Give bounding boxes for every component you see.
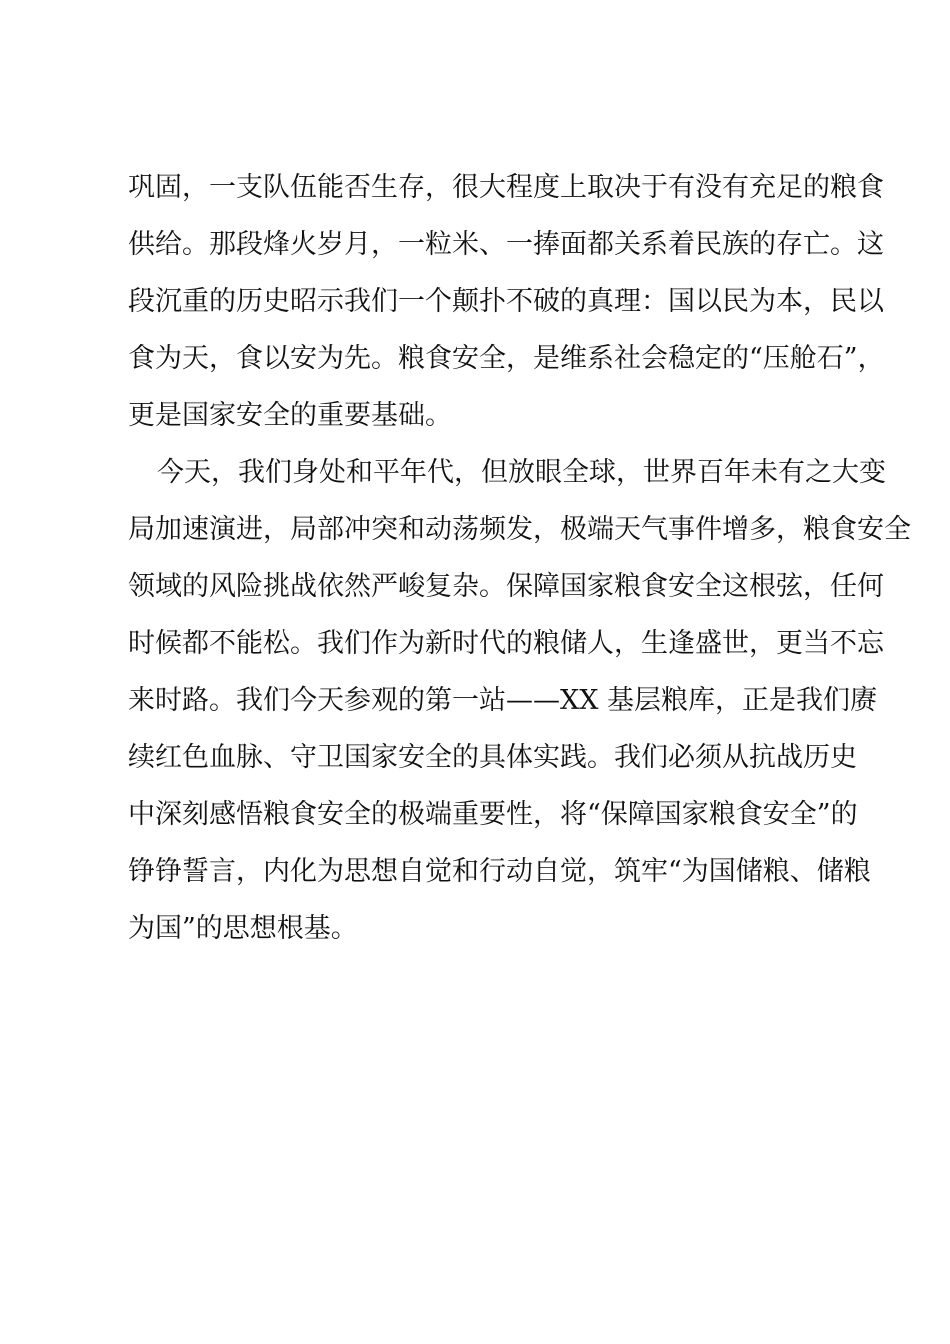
paragraph-line: 段沉重的历史昭示我们一个颠扑不破的真理：国以民为本，民以: [128, 286, 884, 317]
paragraph-line: 巩固，一支队伍能否生存，很大程度上取决于有没有充足的粮食: [128, 172, 884, 203]
paragraph-line: 为国”的思想根基。: [128, 913, 358, 944]
paragraph-line: 铮铮誓言，内化为思想自觉和行动自觉，筑牢“为国储粮、储粮: [128, 856, 871, 887]
paragraph-line: 更是国家安全的重要基础。: [128, 400, 452, 431]
paragraph-line: 时候都不能松。我们作为新时代的粮储人，生逢盛世，更当不忘: [128, 628, 884, 659]
paragraph-line: 领域的风险挑战依然严峻复杂。保障国家粮食安全这根弦，任何: [128, 571, 884, 602]
paragraph-line: 食为天，食以安为先。粮食安全，是维系社会稳定的“压舱石”，: [128, 343, 885, 374]
paragraph-line: 续红色血脉、守卫国家安全的具体实践。我们必须从抗战历史: [128, 742, 857, 773]
paragraph-line: 局加速演进，局部冲突和动荡频发，极端天气事件增多，粮食安全: [128, 514, 911, 545]
paragraph-line: 今天，我们身处和平年代，但放眼全球，世界百年未有之大变: [157, 457, 886, 488]
paragraph-line: 中深刻感悟粮食安全的极端重要性，将“保障国家粮食安全”的: [128, 799, 858, 830]
paragraph-line: 来时路。我们今天参观的第一站——XX 基层粮库，正是我们赓: [128, 685, 878, 716]
paragraph-line: 供给。那段烽火岁月，一粒米、一捧面都关系着民族的存亡。这: [128, 229, 884, 260]
